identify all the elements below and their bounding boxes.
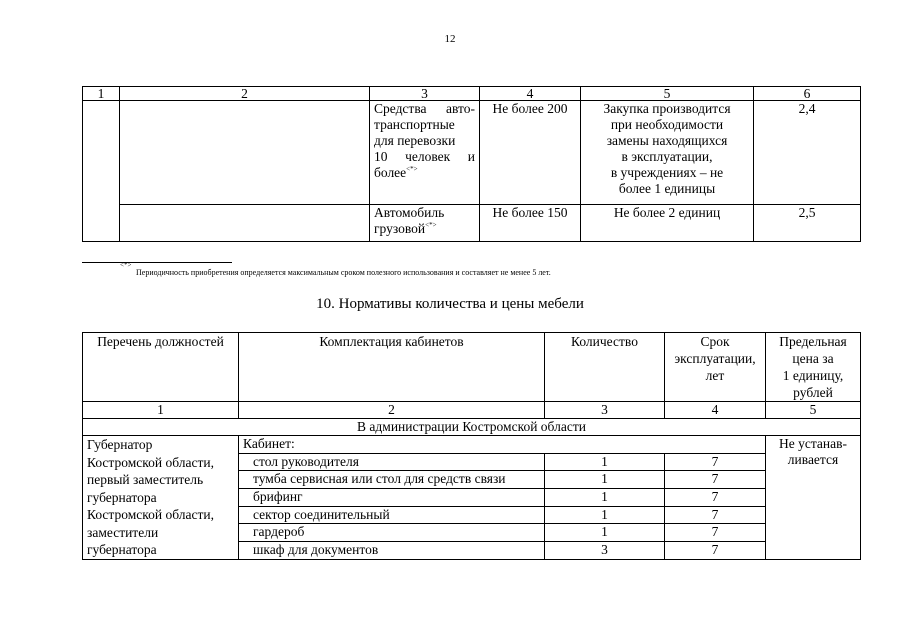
item-name: гардероб bbox=[239, 524, 545, 542]
item-quantity: 1 bbox=[545, 488, 665, 506]
col-number-1: 1 bbox=[83, 87, 120, 101]
footnote-mark: <*> bbox=[120, 261, 132, 269]
item-term: 7 bbox=[665, 506, 766, 524]
table-header-row bbox=[83, 333, 861, 402]
item-quantity: 1 bbox=[545, 524, 665, 542]
group-title: В администрации Костромской области bbox=[83, 419, 861, 436]
col-number-2: 2 bbox=[120, 87, 370, 101]
col-number-4: 4 bbox=[480, 87, 581, 101]
row-number-cell bbox=[83, 101, 120, 242]
footnote-divider bbox=[82, 262, 232, 263]
item-term: 7 bbox=[665, 488, 766, 506]
footnote-mark: <*> bbox=[406, 165, 418, 173]
vehicle-type-cell: Средства авто- транспортные для перевозки 10 человек и более<*> bbox=[370, 101, 480, 205]
item-quantity: 1 bbox=[545, 471, 665, 489]
item-name: брифинг bbox=[239, 488, 545, 506]
table-row bbox=[83, 204, 861, 241]
footnote-text: Периодичность приобретения определяется максимальным сроком полезного использования и составляет не менее 5 лет. bbox=[136, 268, 551, 277]
header-price: Предельная цена за 1 единицу, рублей bbox=[766, 333, 861, 402]
quantity-cell: Не более 200 bbox=[480, 101, 581, 205]
header-positions: Перечень должностей bbox=[83, 333, 239, 402]
col-number-2: 2 bbox=[239, 402, 545, 419]
price-cell: 2,4 bbox=[754, 101, 861, 205]
col-number-3: 3 bbox=[370, 87, 480, 101]
quantity-cell: Не более 150 bbox=[480, 204, 581, 241]
item-term: 7 bbox=[665, 471, 766, 489]
header-quantity: Количество bbox=[545, 333, 665, 402]
item-name: стол руководителя bbox=[239, 453, 545, 471]
condition-cell: Не более 2 единиц bbox=[581, 204, 754, 241]
page-number: 12 bbox=[444, 33, 456, 45]
cabinet-label: Кабинет: bbox=[239, 436, 766, 454]
table-header-row bbox=[83, 87, 861, 101]
item-term: 7 bbox=[665, 541, 766, 559]
item-term: 7 bbox=[665, 524, 766, 542]
condition-cell: Закупка производится при необходимости замены находящихся в эксплуатации, в учреждениях – не более 1 единицы bbox=[581, 101, 754, 205]
item-quantity: 3 bbox=[545, 541, 665, 559]
price-cell: Не устанав- ливается bbox=[766, 436, 861, 560]
table-row bbox=[83, 101, 861, 205]
col-number-5: 5 bbox=[581, 87, 754, 101]
col-number-1: 1 bbox=[83, 402, 239, 419]
item-quantity: 1 bbox=[545, 506, 665, 524]
column-numbers-row bbox=[83, 402, 861, 419]
item-term: 7 bbox=[665, 453, 766, 471]
table-row bbox=[83, 436, 861, 454]
price-cell: 2,5 bbox=[754, 204, 861, 241]
item-name: сектор соединительный bbox=[239, 506, 545, 524]
position-cell bbox=[120, 204, 370, 241]
vehicles-table bbox=[82, 86, 861, 242]
furniture-table bbox=[82, 332, 861, 560]
item-quantity: 1 bbox=[545, 453, 665, 471]
item-name: шкаф для документов bbox=[239, 541, 545, 559]
footnote-mark: <*> bbox=[425, 220, 437, 229]
vehicle-type-cell: Автомобиль грузовой<*> bbox=[370, 204, 480, 241]
position-cell bbox=[120, 101, 370, 205]
col-number-6: 6 bbox=[754, 87, 861, 101]
item-name: тумба сервисная или стол для средств связи bbox=[239, 471, 545, 489]
header-term: Срок эксплуатации, лет bbox=[665, 333, 766, 402]
positions-cell: Губернатор Костромской области, первый заместитель губернатора Костромской области, заместители губернатора bbox=[83, 436, 239, 560]
header-equipment: Комплектация кабинетов bbox=[239, 333, 545, 402]
col-number-3: 3 bbox=[545, 402, 665, 419]
col-number-5: 5 bbox=[766, 402, 861, 419]
col-number-4: 4 bbox=[665, 402, 766, 419]
section-title: 10. Нормативы количества и цены мебели bbox=[316, 296, 584, 312]
group-title-row bbox=[83, 419, 861, 436]
